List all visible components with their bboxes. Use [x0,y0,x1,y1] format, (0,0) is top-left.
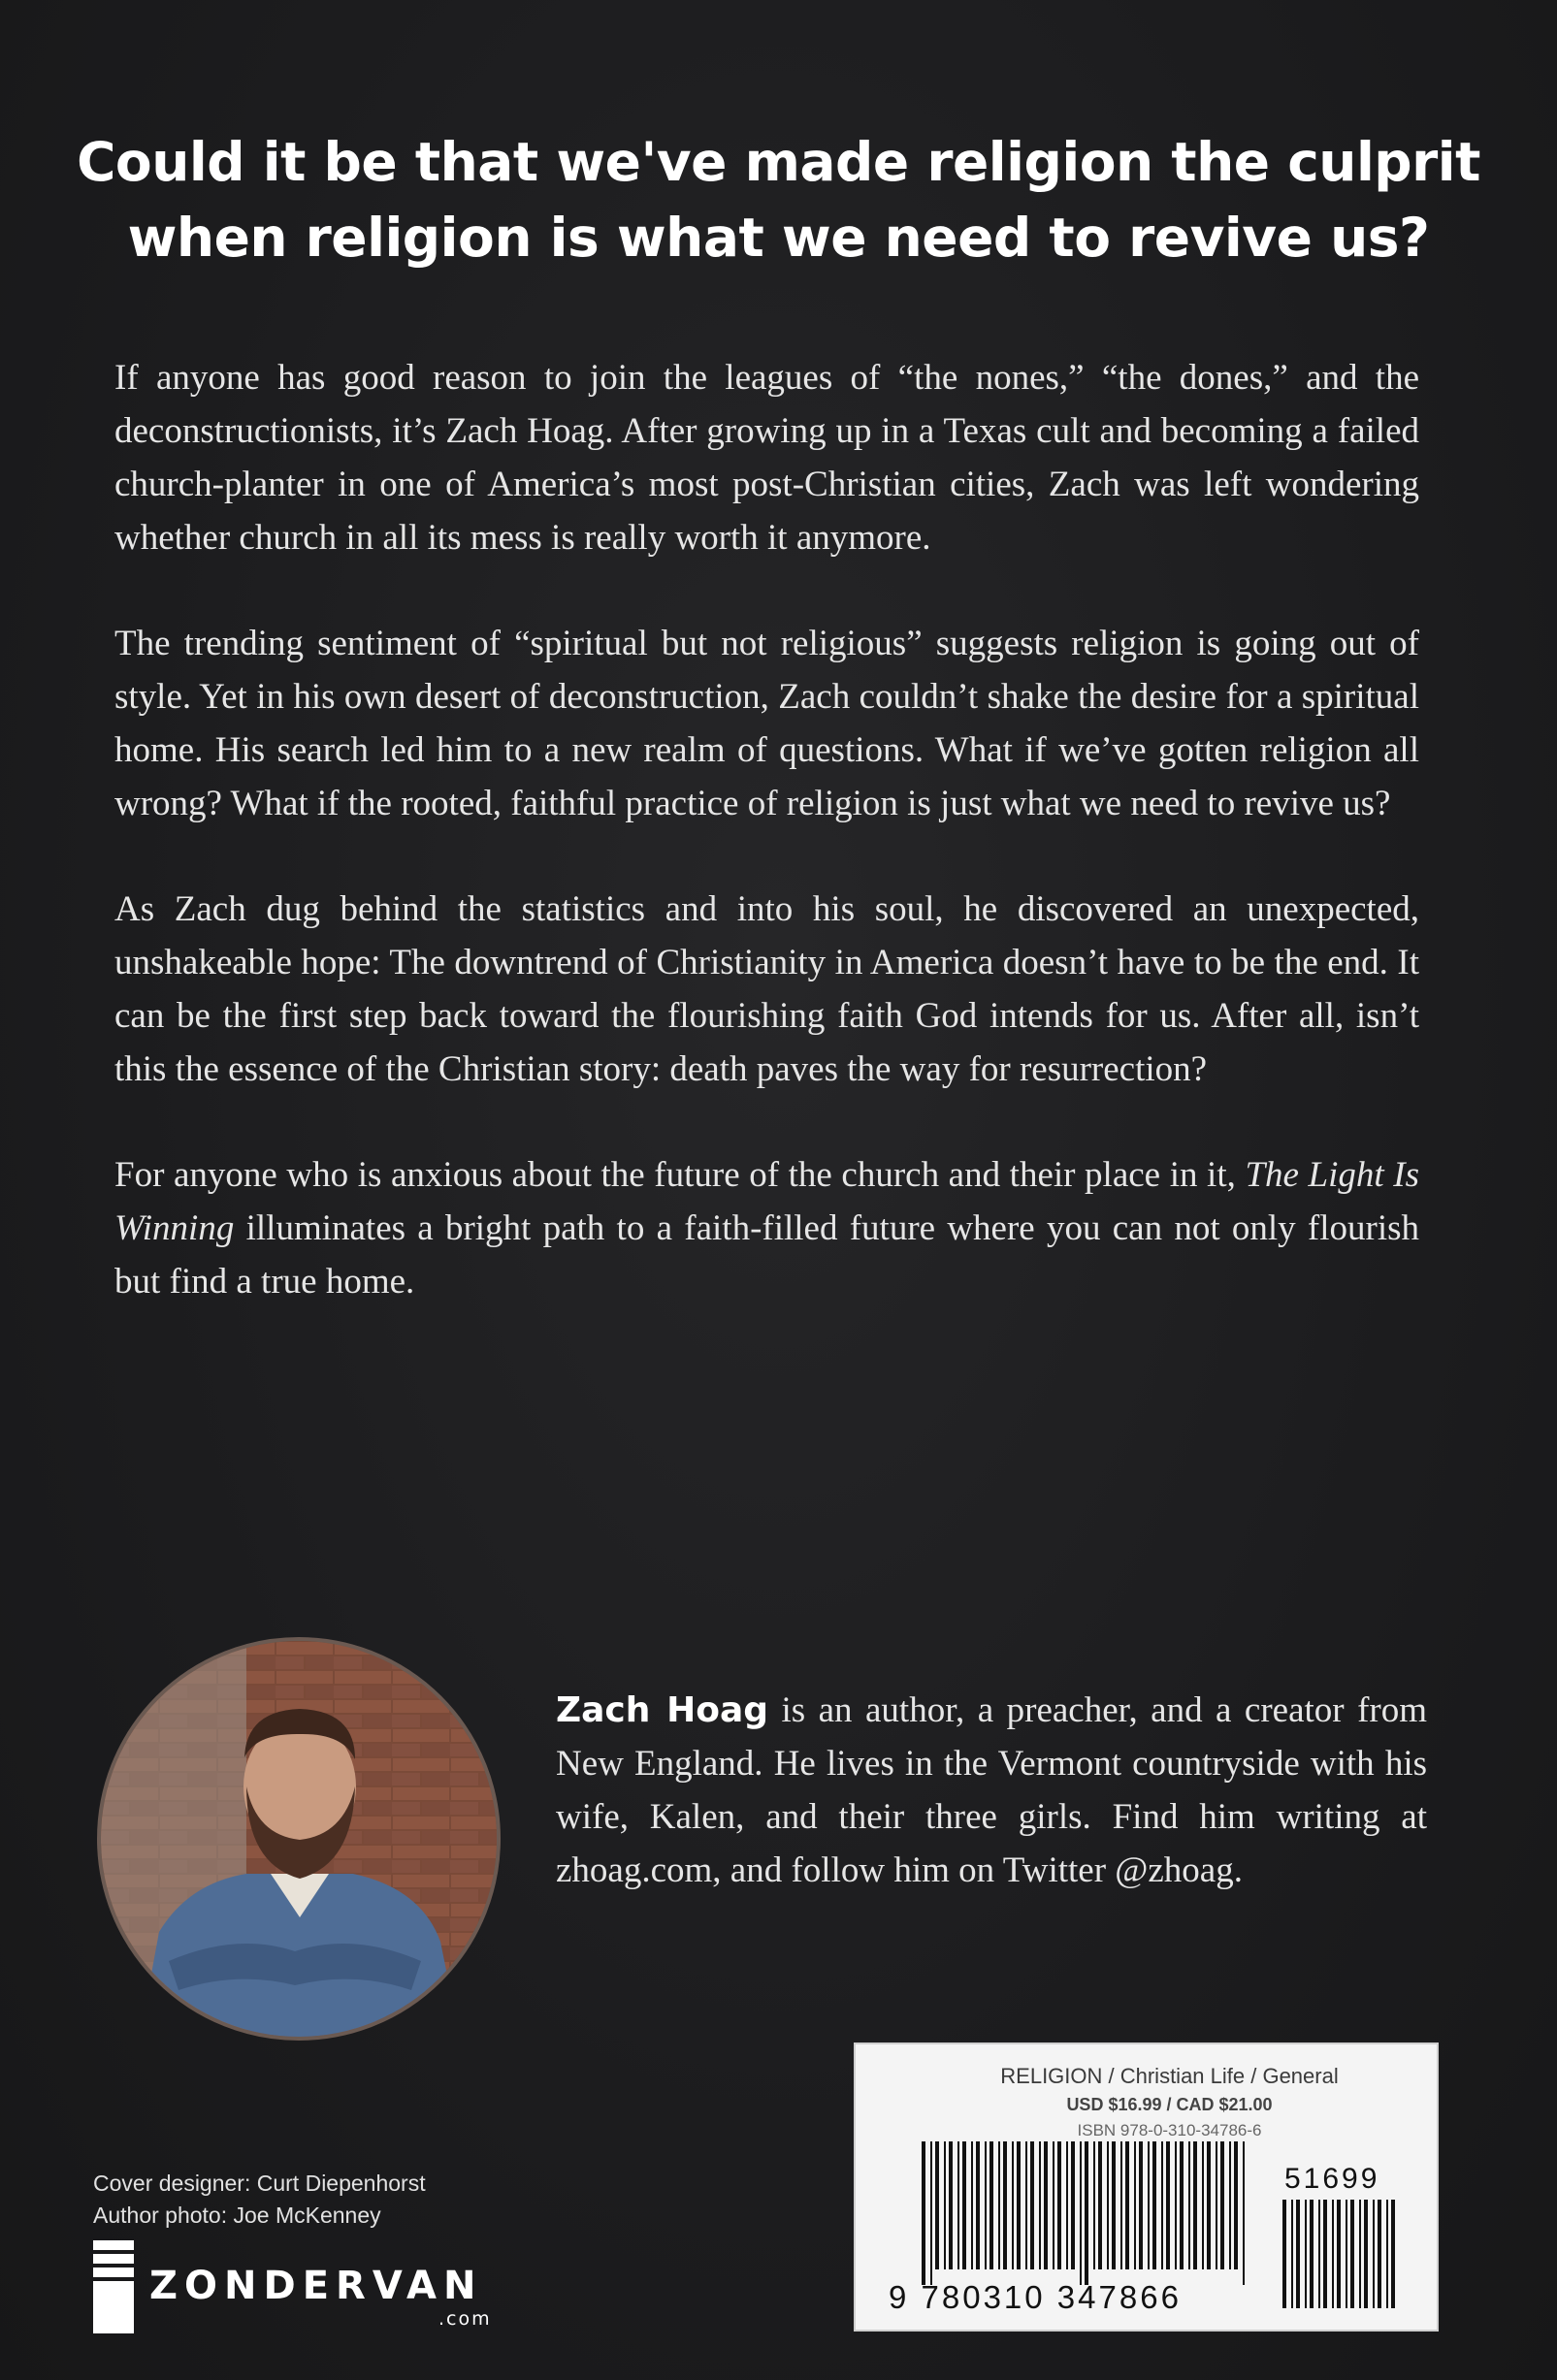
cover-designer-credit: Cover designer: Curt Diepenhorst [93,2171,426,2196]
barcode-bar [1364,2200,1368,2308]
barcode-bar [1057,2141,1061,2269]
barcode-bar [944,2141,946,2269]
publisher-name: ZONDERVAN [149,2264,483,2308]
paragraph-1: If anyone has good reason to join the leagues of “the nones,” “the dones,” and the deconstructionists, it’s Zach Hoag. After growing up in a Texas cult and becoming a failed church-planter in one of America’s most post-Christian cities, Zach was left wondering whether church in all its mess is really worth it anymore. [114,358,1419,558]
paragraph-4-start: For anyone who is anxious about the future of the church and their place in it, [114,1155,1246,1195]
barcode-bar [1152,2141,1156,2269]
barcode-bar [1391,2200,1395,2308]
barcode-bar [1207,2141,1211,2269]
addon-digits: 51699 [1284,2163,1380,2195]
barcode-bar [1202,2141,1204,2269]
author-photo-credit: Author photo: Joe McKenney [93,2203,381,2228]
headline-line-1: Could it be that we've made religion the culprit [77,131,1480,193]
barcode-bar [1125,2141,1129,2269]
paragraph-2: The trending sentiment of “spiritual but not religious” suggests religion is going out of style. Yet in his own desert of deconstruction, Zach couldn’t shake the desire for a spiritual home. His search led him to a new realm of questions. What if we’ve gotten religion all wrong? What if the rooted, faithful practice of religion is just what we need to revive us? [114,624,1419,823]
credits [93,2168,426,2232]
barcode-bar [1044,2141,1048,2269]
barcode-bar [1003,2141,1007,2269]
barcode-bar [1098,2141,1102,2269]
barcode-bar [971,2141,973,2269]
paragraph-3: As Zach dug behind the statistics and into his soul, he discovered an unexpected, unshakeable hope: The downtrend of Christianity in America doesn’t have to be the end. It can be the first step back toward the flourishing faith God intends for us. After all, isn’t this the essence of the Christian story: death paves the way for resurrection? [114,889,1419,1089]
barcode-bar [1323,2200,1327,2308]
barcode-bar [1188,2141,1190,2269]
barcode-bar [1025,2141,1027,2269]
barcode-bar [1337,2200,1341,2308]
barcode-bar [930,2141,932,2285]
barcode-bar [1093,2141,1095,2269]
barcode-bar [1134,2141,1136,2269]
barcode-bar [957,2141,959,2269]
barcode-bar [998,2141,1000,2269]
barcode-bar [1120,2141,1122,2269]
author-photo [97,1637,501,2041]
barcode-bar [935,2141,939,2269]
barcode-bar [949,2141,953,2269]
zondervan-mark-icon [93,2240,134,2333]
barcode-bar [1030,2141,1034,2269]
barcode-bar [1296,2200,1300,2308]
barcode-bar [1139,2141,1143,2269]
barcode-bar [1175,2141,1177,2269]
barcode-bar [1291,2200,1293,2308]
barcode-bar [1229,2141,1231,2269]
barcode-bar [922,2141,925,2285]
barcode-bar [1085,2141,1088,2285]
headline-line-2: when religion is what we need to revive us? [127,207,1430,269]
barcode-bar [1378,2200,1381,2308]
barcode-label [854,2042,1439,2332]
barcode-bar [1066,2141,1068,2269]
isbn: ISBN 978-0-310-34786-6 [1077,2121,1262,2139]
barcode-bar [1350,2200,1354,2308]
barcode-bar [1332,2200,1334,2308]
publisher-logo [93,2240,520,2333]
author-bio [556,1684,1427,1897]
barcode-bar [1359,2200,1361,2308]
barcode-bar [1071,2141,1075,2269]
author-portrait-illustration [101,1641,497,2037]
ean-barcode [922,2141,1245,2285]
barcode-bar [1318,2200,1320,2308]
barcode-bar [1346,2200,1347,2308]
barcode-bar [1148,2141,1150,2269]
barcode-bar [962,2141,966,2269]
barcode-bar [1161,2141,1163,2269]
bisac-category: RELIGION / Christian Life / General [1000,2064,1339,2088]
barcode-bar [989,2141,993,2269]
barcode-bar [1180,2141,1184,2269]
barcode-bar [1053,2141,1054,2269]
book-title: The Light Is Winning [114,1155,1420,1248]
barcode-bar [1193,2141,1197,2269]
paragraph-4-end: illuminates a bright path to a faith-filled future where you can not only flourish but find a true home. [114,1208,1419,1302]
barcode-bar [1039,2141,1041,2269]
barcode-bar [1220,2141,1224,2269]
barcode-bar [1107,2141,1109,2269]
barcode-bar [1386,2200,1388,2308]
barcode-bar [1080,2141,1082,2285]
barcode-bar [1012,2141,1014,2269]
addon-barcode [1282,2200,1395,2308]
description [114,351,1419,1361]
barcode-bar [1243,2141,1245,2285]
barcode-bar [1305,2200,1307,2308]
author-bio-text: is an author, a preacher, and a creator from New England. He lives in the Vermont countryside with his wife, Kalen, and their three girls. Find him writing at zhoag.com, and follow him on Twitter @zhoag. [556,1690,1427,1890]
barcode-bar [1310,2200,1314,2308]
publisher-domain: .com [438,2308,492,2330]
author-name: Zach Hoag [556,1690,769,1730]
headline [58,124,1499,275]
barcode-bar [985,2141,987,2269]
barcode-bar [1166,2141,1170,2269]
price: USD $16.99 / CAD $21.00 [1066,2095,1273,2114]
ean-digits: 9 780310 347866 [889,2279,1182,2315]
barcode-bar [1112,2141,1116,2269]
barcode-bar [1017,2141,1021,2269]
barcode-bar [1234,2141,1238,2269]
barcode-bar [976,2141,980,2269]
barcode-bar [1282,2200,1286,2308]
barcode-bar [1216,2141,1217,2269]
paragraph-4 [114,1148,1419,1308]
barcode-bar [1373,2200,1375,2308]
